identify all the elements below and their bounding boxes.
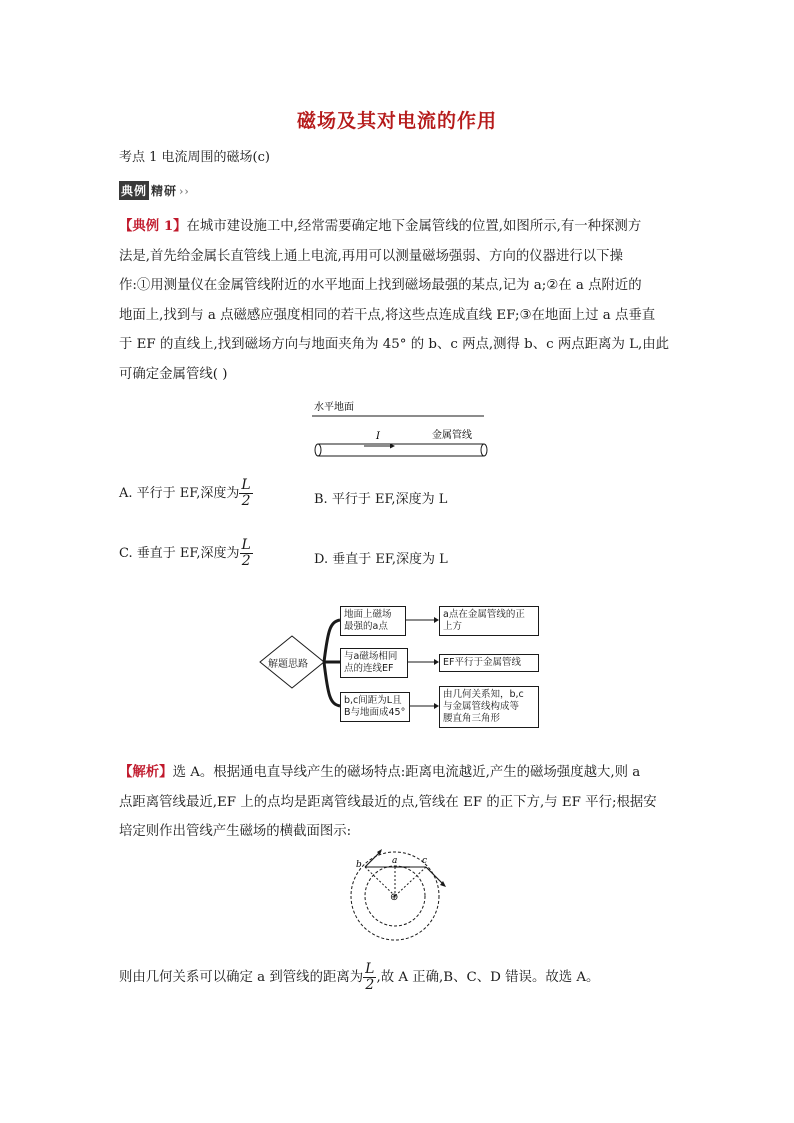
badge-part1: 典例 (119, 181, 149, 200)
analysis-text (119, 758, 679, 847)
option-c: C. 垂直于 EF,深度为 $\frac{L}{2}$ (119, 537, 251, 569)
pipe-end-left (315, 444, 321, 456)
fraction-l-over-2: $\frac{L}{2}$ (365, 961, 375, 993)
mindmap-right-2: EF平行于金属管线 (439, 654, 539, 672)
analysis-conclusion: 则由几何关系可以确定 a 到管线的距离为 $\frac{L}{2}$ ,故 A 正确,B、C、D 错误。故选 A。 (119, 961, 600, 993)
analysis-line: 点距离管线最近,EF 上的点均是距离管线最近的点,管线在 EF 的正下方,与 EF 平行;根据安 (119, 794, 657, 810)
example-line: 于 EF 的直线上,找到磁场方向与地面夹角为 45° 的 b、c 两点,测得 b、c 两点距离为 L,由此 (119, 337, 670, 352)
badge-part2: 精研 (151, 184, 178, 198)
page-title: 磁场及其对电流的作用 (296, 110, 497, 132)
example-line: 可确定金属管线( ) (119, 366, 228, 382)
option-a: A. 平行于 EF,深度为 $\frac{L}{2}$ (119, 477, 251, 509)
example-badge (119, 181, 190, 200)
branch-top (324, 620, 340, 662)
line-c-center (395, 867, 426, 896)
mindmap-left-3: b,c间距为L且 B与地面成45° (340, 692, 410, 722)
fraction-l-over-2: $\frac{L}{2}$ (241, 537, 251, 569)
branch-bottom (324, 662, 340, 706)
pipe-label: 金属管线 (432, 430, 472, 441)
point-b-label: b (356, 860, 362, 870)
example-line: 法是,首先给金属长直管线上通上电流,再用可以测量磁场强弱、方向的仪器进行以下操 (119, 248, 623, 264)
mindmap-right-3: 由几何关系知，b,c 与金属管线构成等 腰直角三角形 (439, 686, 539, 728)
current-out-icon: ⊕ (390, 892, 399, 903)
analysis-line: 培定则作出管线产生磁场的横截面图示: (119, 824, 352, 839)
pipe-end-right (481, 444, 487, 456)
solution-mindmap (258, 600, 548, 726)
ground-label: 水平地面 (314, 402, 354, 413)
example-line: 作:①用测量仪在金属管线附近的水平地面上找到磁场最强的某点,记为 a;②在 a 点附近的 (119, 278, 642, 293)
mindmap-left-1: 地面上磁场 最强的a点 (340, 606, 406, 636)
fraction-l-over-2: $\frac{L}{2}$ (241, 477, 251, 509)
example-line: 地面上,找到与 a 点磁感应强度相同的若干点,将这些点连成直线 EF;③在地面上过 a 点垂直 (119, 307, 656, 323)
current-label: I (376, 431, 380, 442)
mindmap-center-label: 解题思路 (268, 659, 308, 670)
section-heading: 考点 1 电流周围的磁场(c) (119, 150, 270, 165)
example-line: 【典例 1】在城市建设施工中,经常需要确定地下金属管线的位置,如图所示,有一种探测方 (119, 218, 642, 234)
point-c-label: c (422, 856, 428, 866)
analysis-tag: 【解析】 (119, 764, 173, 780)
analysis-line: 【解析】选 A。根据通电直导线产生的磁场特点:距离电流越近,产生的磁场强度越大,则 a (119, 764, 641, 780)
field-cross-section (348, 845, 458, 955)
mindmap-right-1: a点在金属管线的正 上方 (439, 606, 539, 636)
option-d: D. 垂直于 EF,深度为 L (314, 552, 448, 567)
option-b: B. 平行于 EF,深度为 L (314, 492, 448, 507)
field-vector-c (426, 867, 444, 885)
mindmap-left-2: 与a磁场相同 点的连线EF (340, 648, 408, 678)
pipe-body (318, 444, 484, 456)
point-a-label: a (392, 856, 398, 866)
example-question (119, 212, 679, 389)
badge-arrow-icon: ›› (179, 185, 190, 198)
example-tag: 【典例 1】 (119, 218, 187, 234)
pipe-figure (300, 398, 500, 460)
